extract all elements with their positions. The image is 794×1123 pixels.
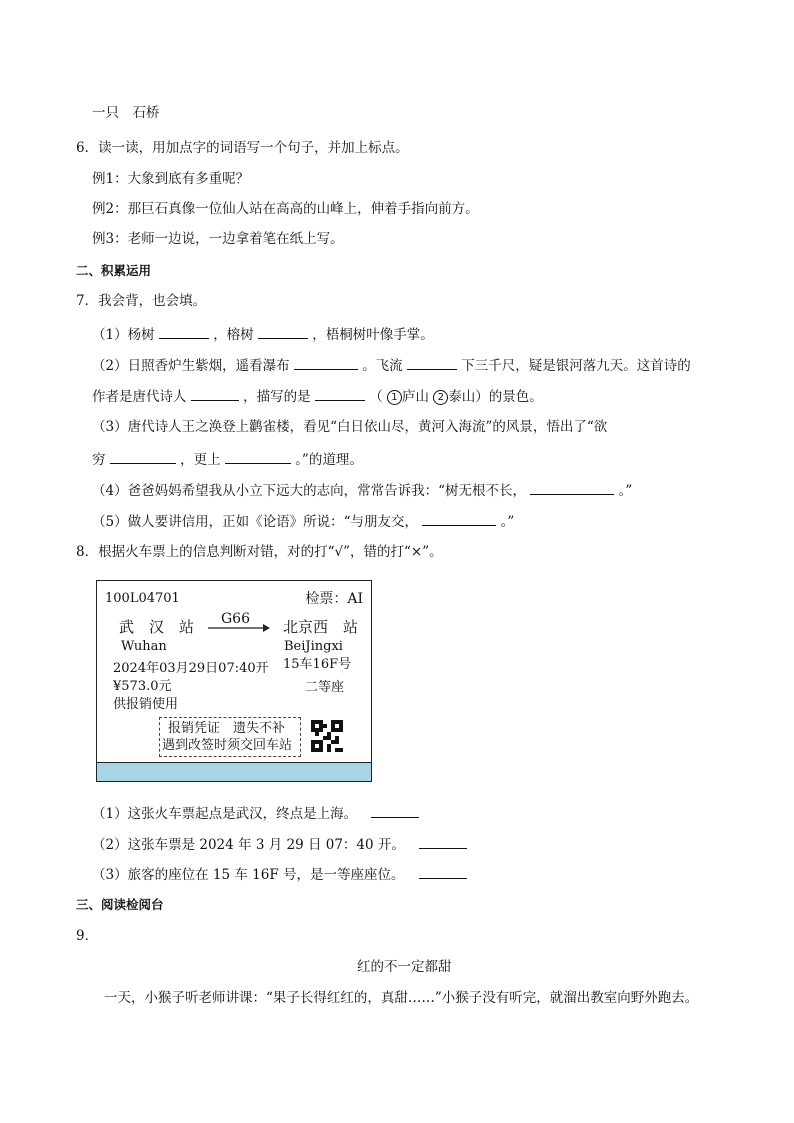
passage-title: 红的不一定都甜 xyxy=(357,959,452,975)
q7-item-2-text-c: 下三千尺，疑是银河落九天。这首诗的 xyxy=(461,358,691,374)
section-heading-2: 二、积累运用 xyxy=(76,263,152,278)
answer-blank[interactable] xyxy=(294,355,358,370)
option-2-label: 泰山 xyxy=(448,389,476,405)
q7-item-3: （3）唐代诗人王之涣登上鹳雀楼，看见“白日依山尽，黄河入海流”的风景，悟出了“欲 xyxy=(92,419,608,435)
q7-item-5 xyxy=(92,511,514,531)
q8-prompt: 8．根据火车票上的信息判断对错，对的打“√”，错的打“×”。 xyxy=(76,544,443,560)
arrow-right-icon xyxy=(207,622,271,634)
answer-blank[interactable] xyxy=(530,480,614,495)
q6-example-3: 例3：老师一边说，一边拿着笔在纸上写。 xyxy=(92,231,344,247)
ticket-check-gate: 检票：AI xyxy=(305,591,363,607)
q7-item-5-text-b: 。” xyxy=(500,514,515,530)
qr-code-icon xyxy=(311,720,343,752)
ticket-to-pinyin: BeiJingxi xyxy=(284,639,343,654)
q7-item-1 xyxy=(92,324,434,344)
q8-item-2 xyxy=(92,834,467,854)
answer-blank[interactable] xyxy=(315,386,365,401)
q7-item-2-text-a: （2）日照香炉生紫烟，遥看瀑布 xyxy=(92,358,290,374)
ticket-to-station: 北京西 站 xyxy=(283,618,359,636)
ticket-reimburse-note: 供报销使用 xyxy=(113,697,179,712)
q7-item-2-text-g: ）的景色。 xyxy=(475,389,543,405)
q7-item-3-cont xyxy=(92,449,363,469)
q6-example-1: 例1：大象到底有多重呢？ xyxy=(92,171,250,187)
q7-item-4-text-b: 。” xyxy=(618,483,633,499)
q7-item-5-text-a: （5）做人要讲信用，正如《论语》所说：“与朋友交， xyxy=(92,514,418,530)
option-1-marker: 1 xyxy=(387,390,402,405)
ticket-datetime: 2024年03月29日07:40开 xyxy=(113,661,269,676)
q8-item-3-text: （3）旅客的座位在 15 车 16F 号，是一等座座位。 xyxy=(92,867,405,883)
option-2-marker: 2 xyxy=(433,390,448,405)
answer-blank[interactable] xyxy=(422,511,496,526)
q8-item-3 xyxy=(92,864,467,884)
q7-item-1-text-b: ，榕树 xyxy=(213,327,254,343)
q6-example-2: 例2：那巨石真像一位仙人站在高高的山峰上，伸着手指向前方。 xyxy=(92,201,479,217)
ticket-from-station: 武 汉 站 xyxy=(119,618,195,636)
ticket-serial: 100L04701 xyxy=(105,591,180,606)
q7-item-2 xyxy=(92,355,691,375)
ticket-price: ¥573.0元 xyxy=(113,679,172,694)
ticket-train-number: G66 xyxy=(221,611,250,627)
ticket-notice-line-1: 报销凭证 遗失不补 xyxy=(168,721,286,736)
ticket-bottom-stripe xyxy=(97,762,371,781)
answer-blank[interactable] xyxy=(419,864,467,879)
q7-item-3-text-b: ，更上 xyxy=(180,452,221,468)
section-heading-3: 三、阅读检阅台 xyxy=(76,897,164,912)
answer-blank[interactable] xyxy=(110,449,176,464)
q7-item-4-text-a: （4）爸爸妈妈希望我从小立下远大的志向，常常告诉我：“树无根不长， xyxy=(92,483,526,499)
answer-blank[interactable] xyxy=(419,834,467,849)
answer-blank[interactable] xyxy=(258,324,308,339)
option-1-label: 庐山 xyxy=(401,389,429,405)
top-fragment: 一只 石桥 xyxy=(92,105,160,121)
q7-item-1-text-a: （1）杨树 xyxy=(92,327,155,343)
answer-blank[interactable] xyxy=(225,449,291,464)
ticket-seat: 15车16F号 xyxy=(283,657,352,672)
answer-blank[interactable] xyxy=(191,386,239,401)
q8-item-1 xyxy=(92,803,419,823)
answer-blank[interactable] xyxy=(407,355,457,370)
q7-item-3-text-a: 穷 xyxy=(92,452,106,468)
q6-prompt: 6．读一读，用加点字的词语写一个句子，并加上标点。 xyxy=(76,140,409,156)
q7-item-1-text-c: ，梧桐树叶像手掌。 xyxy=(312,327,434,343)
q7-item-2-text-e: ，描写的是 xyxy=(243,389,311,405)
q8-item-2-text: （2）这张车票是 2024 年 3 月 29 日 07：40 开。 xyxy=(92,837,405,853)
q7-item-2-cont xyxy=(92,386,543,406)
q7-item-4 xyxy=(92,480,632,500)
q7-item-2-text-f: （ xyxy=(369,389,383,405)
ticket-class: 二等座 xyxy=(305,680,345,695)
train-ticket xyxy=(96,580,372,782)
ticket-notice-line-2: 遇到改签时须交回车站 xyxy=(162,738,293,753)
q7-item-2-text-b: 。飞流 xyxy=(362,358,403,374)
q9-number: 9． xyxy=(76,928,99,944)
ticket-from-pinyin: Wuhan xyxy=(121,639,167,654)
q7-item-3-text-c: 。”的道理。 xyxy=(295,452,363,468)
ticket-notice-box xyxy=(159,717,301,757)
q8-item-1-text: （1）这张火车票起点是武汉，终点是上海。 xyxy=(92,806,358,822)
q7-prompt: 7．我会背，也会填。 xyxy=(76,293,207,309)
q7-item-2-text-d: 作者是唐代诗人 xyxy=(92,389,187,405)
answer-blank[interactable] xyxy=(159,324,209,339)
passage-first-line: 一天，小猴子听老师讲课：“果子长得红红的，真甜……”小猴子没有听完，就溜出教室向野外跑去。 xyxy=(104,990,699,1006)
answer-blank[interactable] xyxy=(371,803,419,818)
